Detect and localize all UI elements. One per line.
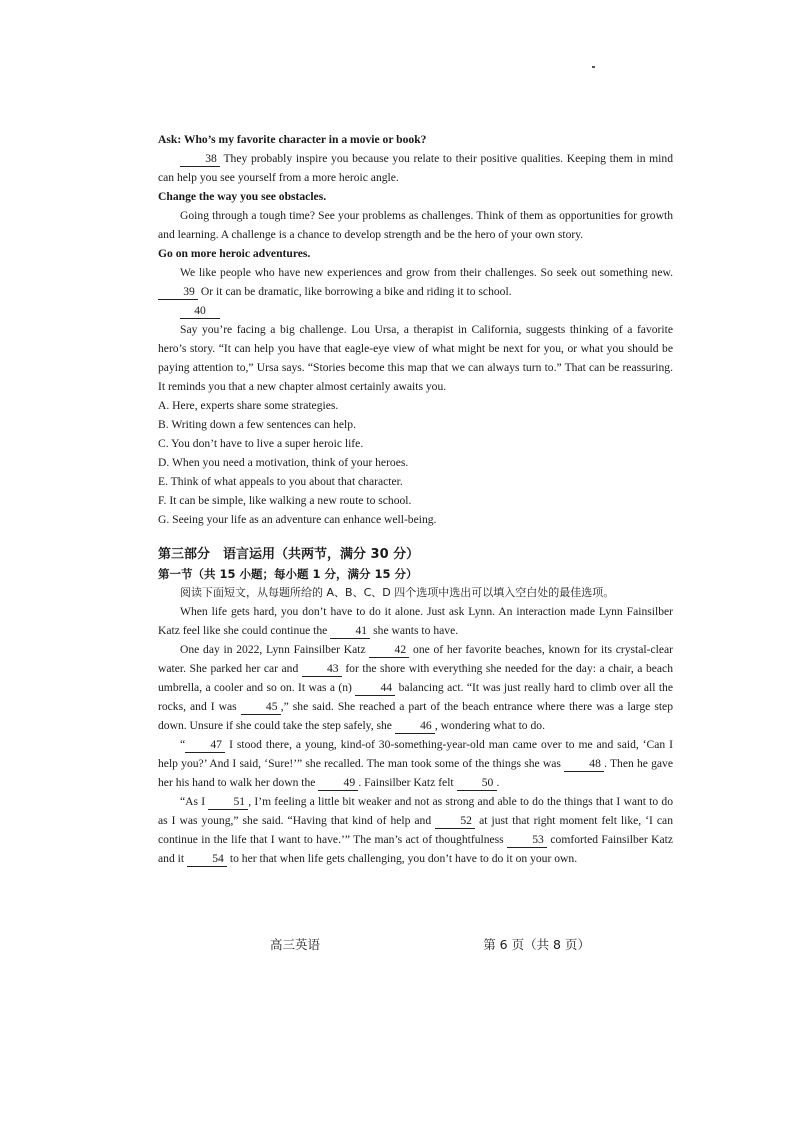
paragraph-38: 38 They probably inspire you because you relate to their positive qualities. Keeping them in mind can help you see yourself from a more heroic angle. <box>158 152 673 184</box>
blank-39[interactable]: 39 <box>158 285 198 300</box>
blank-41[interactable]: 41 <box>330 624 370 639</box>
blank-52[interactable]: 52 <box>435 814 475 829</box>
blank-40[interactable]: 40 <box>180 304 220 319</box>
page-content <box>158 130 673 868</box>
option-g: G. Seeing your life as an adventure can enhance well-being. <box>158 513 437 526</box>
footer-subject: 高三英语 <box>270 937 321 952</box>
blank-46[interactable]: 46 <box>395 719 435 734</box>
scan-speck <box>592 66 595 68</box>
blank-38[interactable]: 38 <box>180 152 220 167</box>
heading-adventures: Go on more heroic adventures. <box>158 247 311 260</box>
cloze-paragraph-2: One day in 2022, Lynn Fainsilber Katz 42 one of her favorite beaches, known for its crystal-clear water. She parked her car and 43 for the shore with everything she needed for the day: a chair, a beach umbrella, a cooler and so on. It was a (n) 44 balancing act. “It was just really hard to climb over all the rocks, and I was 45 ,” she said. She reached a part of the beach entrance where there was a large step down. Unsure if she could take the step safely, she 46 , wondering what to do. <box>158 643 673 732</box>
section-3-title: 第三部分 语言运用（共两节，满分 30 分） <box>158 547 420 562</box>
option-b: B. Writing down a few sentences can help. <box>158 418 356 431</box>
blank-50[interactable]: 50 <box>457 776 497 791</box>
blank-48[interactable]: 48 <box>564 757 604 772</box>
option-e: E. Think of what appeals to you about that character. <box>158 475 403 488</box>
blank-51[interactable]: 51 <box>208 795 248 810</box>
paragraph-hero-story: Say you’re facing a big challenge. Lou Ursa, a therapist in California, suggests thinking of a favorite hero’s story. “It can help you have that eagle-eye view of what might be next for you, or what you should be paying attention to,” Ursa says. “Stories become this map that we can always turn to.” That can be reassuring. It reminds you that a new chapter almost certainly awaits you. <box>158 323 673 393</box>
paragraph-39: We like people who have new experiences and grow from their challenges. So seek out something new. 39 Or it can be dramatic, like borrowing a bike and riding it to school. <box>158 263 673 301</box>
cloze-paragraph-3: “ 47 I stood there, a young, kind-of 30-something-year-old man came over to me and said, ‘Can I help you?’ And I said, ‘Sure!’” she recalled. The man took some of the things she was 48 . Then he gave her his hand to walk her down the 49 . Fainsilber Katz felt 50 . <box>158 738 673 789</box>
blank-43[interactable]: 43 <box>302 662 342 677</box>
options-list <box>158 396 673 529</box>
heading-40-line <box>180 301 673 320</box>
blank-45[interactable]: 45 <box>241 700 281 715</box>
option-d: D. When you need a motivation, think of your heroes. <box>158 456 409 469</box>
blank-42[interactable]: 42 <box>369 643 409 658</box>
option-c: C. You don’t have to live a super heroic life. <box>158 437 364 450</box>
blank-49[interactable]: 49 <box>318 776 358 791</box>
section-3-subtitle: 第一节（共 15 小题；每小题 1 分，满分 15 分） <box>158 567 418 581</box>
heading-obstacles: Change the way you see obstacles. <box>158 190 327 203</box>
footer-page-number: 第 6 页（共 8 页） <box>483 937 590 952</box>
page-footer <box>270 935 590 953</box>
blank-47[interactable]: 47 <box>185 738 225 753</box>
blank-44[interactable]: 44 <box>355 681 395 696</box>
blank-54[interactable]: 54 <box>187 852 227 867</box>
cloze-paragraph-4: “As I 51 , I’m feeling a little bit weaker and not as strong and able to do the things that I want to do as I was young,” she said. “Having that kind of help and 52 at just that right moment felt like, ‘I can continue in the life that I want to have.’” The man’s act of thoughtfulness 53 comforted Fainsilber Katz and it 54 to her that when life gets challenging, you don’t have to do it on your own. <box>158 795 674 865</box>
cloze-paragraph-1: When life gets hard, you don’t have to do it alone. Just ask Lynn. An interaction made Lynn Fainsilber Katz feel like she could continue the 41 she wants to have. <box>158 605 673 637</box>
heading-favorite-character: Ask: Who’s my favorite character in a movie or book? <box>158 133 427 146</box>
paragraph-obstacles: Going through a tough time? See your problems as challenges. Think of them as opportunities for growth and learning. A challenge is a chance to develop strength and be the hero of your own story. <box>158 209 673 241</box>
option-a: A. Here, experts share some strategies. <box>158 399 339 412</box>
section-3-instruction: 阅读下面短文，从每题所给的 A、B、C、D 四个选项中选出可以填入空白处的最佳选项。 <box>180 586 615 599</box>
blank-53[interactable]: 53 <box>507 833 547 848</box>
option-f: F. It can be simple, like walking a new route to school. <box>158 494 412 507</box>
